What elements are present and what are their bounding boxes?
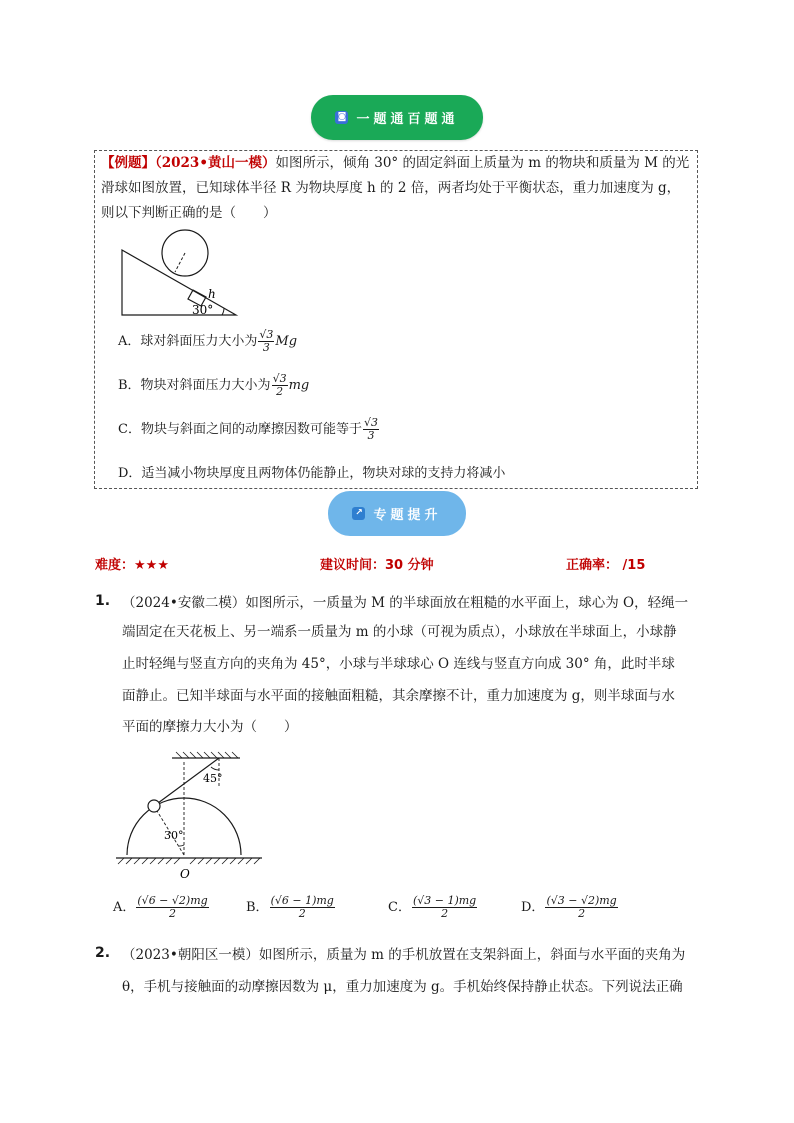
q1-option-a-den: 2 xyxy=(169,907,177,920)
q1-option-b-den: 2 xyxy=(298,907,306,920)
option-b-post: mg xyxy=(288,378,310,393)
option-b-num: √3 xyxy=(272,372,287,385)
q1-option-c-num: (√3 − 1)mg xyxy=(412,894,477,907)
bookmark-icon: ◙ xyxy=(335,111,348,124)
incline-figure xyxy=(118,228,248,320)
ball-circle xyxy=(148,800,160,812)
q2-line-1: （2023•朝阳区一模）如图所示，质量为 m 的手机放置在支架斜面上，斜面与水平面的夹角为 xyxy=(122,947,686,963)
example-text-1: 如图所示，倾角 30° 的固定斜面上质量为 m 的物块和质量为 M 的光 xyxy=(275,155,690,171)
q1-line-2: 端固定在天花板上、另一端系一质量为 m 的小球（可视为质点），小球放在半球面上，小球静 xyxy=(122,624,677,640)
q1-line-3: 止时轻绳与竖直方向的夹角为 45°，小球与半球球心 O 连线与竖直方向成 30° 角，此时半球 xyxy=(122,656,675,672)
angle-30-arc xyxy=(179,845,184,846)
angle-45-arc xyxy=(211,767,219,770)
option-c-num: √3 xyxy=(363,416,378,429)
option-b-fraction xyxy=(272,373,288,398)
q1-option-c-den: 2 xyxy=(441,907,449,920)
suggested-time: 建议时间：30 分钟 xyxy=(320,558,434,573)
q1-option-a xyxy=(113,895,210,920)
q1-number: 1. xyxy=(95,593,111,609)
topic-pill xyxy=(328,491,466,536)
q1-option-a-letter: A． xyxy=(113,900,136,915)
difficulty-stars: ★★★ xyxy=(134,558,169,573)
difficulty xyxy=(95,554,169,573)
accuracy: 正确率： /15 xyxy=(566,558,646,573)
radius-dashed xyxy=(175,253,185,272)
q2-number: 2. xyxy=(95,945,111,961)
q1-option-d-letter: D． xyxy=(521,900,545,915)
q1-option-b-num: (√6 − 1)mg xyxy=(270,894,334,907)
example-line-3: 则以下判断正确的是（ ） xyxy=(101,205,277,221)
topic-pill-label: 专题提升 xyxy=(373,508,442,523)
option-a-den: 3 xyxy=(262,341,270,354)
q1-option-c-fraction xyxy=(412,895,477,920)
option-c-den: 3 xyxy=(367,429,375,442)
header-pill xyxy=(311,95,483,140)
example-option-c xyxy=(118,417,380,442)
example-line-1 xyxy=(101,153,689,173)
angle-45-label: 45° xyxy=(203,772,223,785)
angle-30-label: 30° xyxy=(164,829,184,842)
example-tag: 【例题】（2023•黄山一模） xyxy=(101,155,276,171)
q1-option-b-letter: B． xyxy=(246,900,269,915)
option-c-fraction xyxy=(363,417,379,442)
example-line-2: 滑球如图放置，已知球体半径 R 为物块厚度 h 的 2 倍，两者均处于平衡状态，重力加速度为 g， xyxy=(101,180,681,196)
option-a-fraction xyxy=(258,329,274,354)
center-label: O xyxy=(180,867,190,881)
option-b-text: B．物块对斜面压力大小为 xyxy=(118,378,271,393)
difficulty-label: 难度： xyxy=(95,558,135,573)
q1-line-4: 面静止。已知半球面与水平面的接触面粗糙，其余摩擦不计，重力加速度为 g，则半球面与水 xyxy=(122,688,675,704)
hemisphere-figure xyxy=(112,750,267,882)
angle-label: 30° xyxy=(192,303,214,317)
q1-option-d xyxy=(521,895,619,920)
option-b-den: 2 xyxy=(276,385,284,398)
example-option-a xyxy=(118,329,297,354)
q1-option-c xyxy=(388,895,478,920)
h-label: h xyxy=(208,287,216,301)
q1-line-1: （2024•安徽二模）如图所示，一质量为 M 的半球面放在粗糙的水平面上，球心为 O，轻绳一 xyxy=(122,595,689,611)
q1-option-a-num: (√6 − √2)mg xyxy=(137,894,208,907)
q1-option-d-num: (√3 − √2)mg xyxy=(546,894,617,907)
example-option-b xyxy=(118,373,309,398)
q1-option-a-fraction xyxy=(136,895,208,920)
hemisphere-arc xyxy=(127,798,241,855)
q1-option-d-den: 2 xyxy=(578,907,586,920)
header-pill-label: 一题通百题通 xyxy=(356,112,459,127)
q1-option-b-fraction xyxy=(270,895,335,920)
ceiling-hatch xyxy=(176,752,238,758)
example-option-d: D．适当减小物块厚度且两物体仍能静止，物块对球的支持力将减小 xyxy=(118,466,506,481)
incline-triangle xyxy=(122,250,236,315)
q1-option-b xyxy=(246,895,336,920)
q1-option-c-letter: C． xyxy=(388,900,411,915)
option-a-text: A．球对斜面压力大小为 xyxy=(118,334,258,349)
option-c-text: C．物块与斜面之间的动摩擦因数可能等于 xyxy=(118,422,362,437)
ground-hatch xyxy=(118,858,260,864)
option-a-post: Mg xyxy=(275,334,298,349)
trend-chart-icon: ↗ xyxy=(352,507,365,520)
angle-arc xyxy=(222,308,224,315)
q2-line-2: θ，手机与接触面的动摩擦因数为 μ，重力加速度为 g。手机始终保持静止状态。下列说法正确 xyxy=(122,979,683,995)
q1-option-d-fraction xyxy=(545,895,617,920)
q1-line-5: 平面的摩擦力大小为（ ） xyxy=(122,719,298,735)
option-a-num: √3 xyxy=(259,328,274,341)
